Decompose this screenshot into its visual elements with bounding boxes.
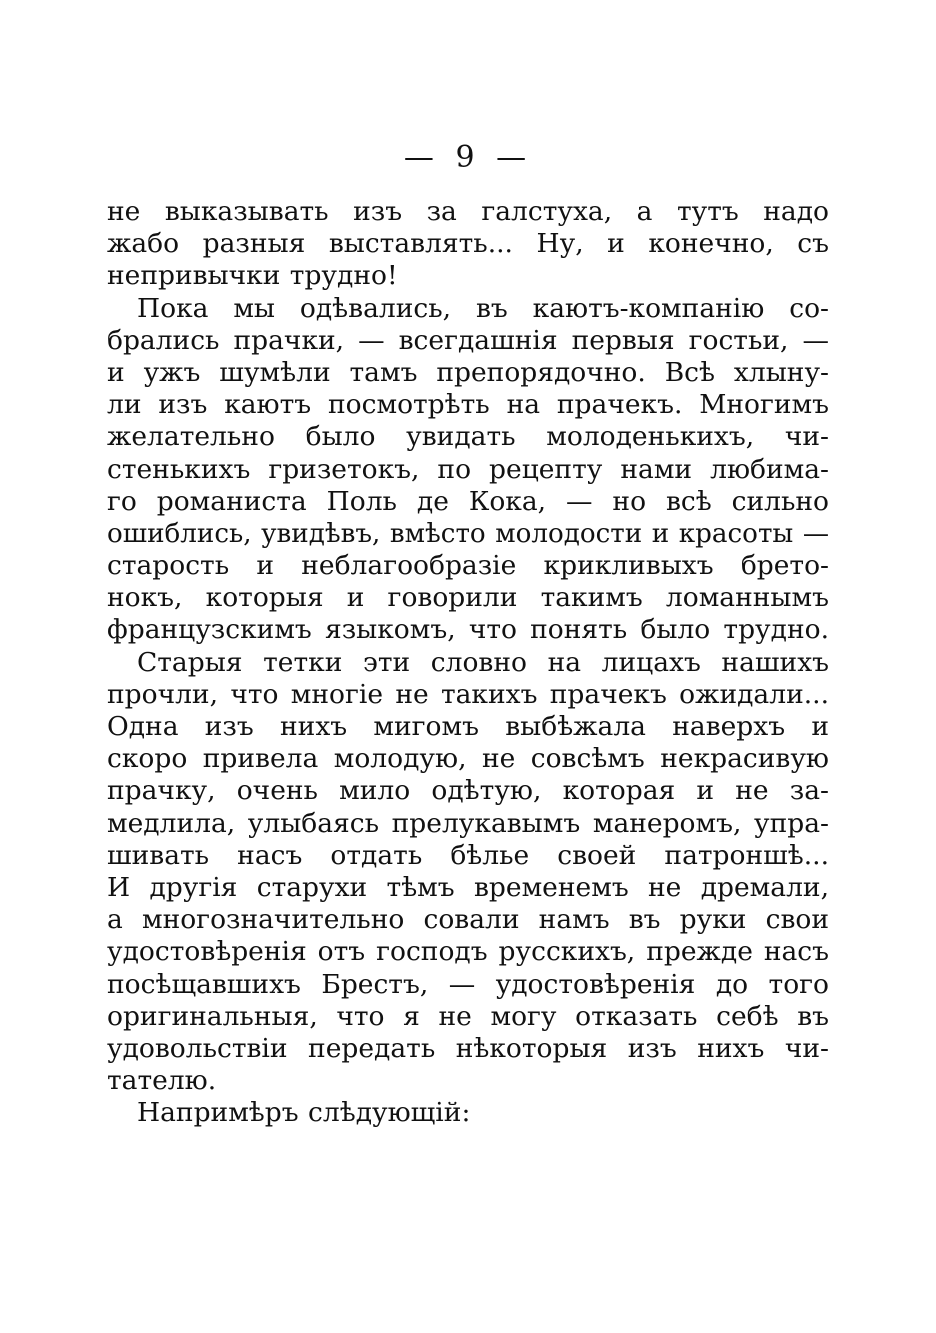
text-line: а многозначительно совали намъ въ руки свои — [107, 904, 829, 936]
text-line: медлила, улыбаясь прелукавымъ манеромъ, упра- — [107, 807, 829, 839]
text-line: прочли, что многіе не такихъ прачекъ ожидали... — [107, 678, 829, 710]
text-line: ли изъ каютъ посмотрѣть на прачекъ. Многимъ — [107, 389, 829, 421]
text-line: посѣщавшихъ Брестъ, — удостовѣренія до того — [107, 968, 829, 1000]
text-line: оригинальныя, что я не могу отказать себѣ въ — [107, 1000, 829, 1032]
page-number: — 9 — — [403, 140, 533, 175]
text-line: шивать насъ отдать бѣлье своей патроншѣ... — [107, 839, 829, 871]
text-line: французскимъ языкомъ, что понять было трудно. — [107, 614, 829, 646]
text-line: го романиста Поль де Кока, — но всѣ сильно — [107, 485, 829, 517]
text-line: удостовѣренія отъ господъ русскихъ, прежде насъ — [107, 936, 829, 968]
body-text — [107, 196, 829, 1129]
text-line: ошиблись, увидѣвъ, вмѣсто молодости и красоты — — [107, 518, 829, 549]
text-line: удовольствіи передать нѣкоторыя изъ нихъ чи- — [107, 1032, 829, 1064]
text-line: тателю. — [107, 1065, 217, 1097]
text-line: старость и неблагообразіе крикливыхъ брето- — [107, 550, 829, 582]
text-line: прачку, очень мило одѣтую, которая и не за- — [107, 775, 829, 807]
text-line: Пока мы одѣвались, въ каютъ-компанію со- — [137, 292, 829, 324]
text-line: непривычки трудно! — [107, 260, 398, 292]
text-line: брались прачки, — всегдашнія первыя гостьи, — — [107, 324, 829, 356]
text-line: не выказывать изъ за галстуха, а тутъ надо — [107, 196, 829, 227]
text-line: и ужъ шумѣли тамъ препорядочно. Всѣ хлыну- — [107, 356, 829, 388]
text-line: И другія старухи тѣмъ временемъ не дремали, — [107, 871, 829, 903]
text-line: желательно было увидать молоденькихъ, чи- — [107, 421, 829, 453]
text-line: Одна изъ нихъ мигомъ выбѣжала наверхъ и — [107, 711, 829, 742]
text-line: нокъ, которыя и говорили такимъ ломаннымъ — [107, 582, 829, 614]
text-line: Старыя тетки эти словно на лицахъ нашихъ — [137, 646, 829, 678]
text-line: Напримѣръ слѣдующій: — [137, 1097, 471, 1129]
text-line: жабо разныя выставлять... Ну, и конечно, съ — [107, 228, 829, 260]
text-line: скоро привела молодую, не совсѣмъ некрасивую — [107, 743, 829, 775]
text-line: стенькихъ гризетокъ, по рецепту нами любима- — [107, 453, 829, 485]
